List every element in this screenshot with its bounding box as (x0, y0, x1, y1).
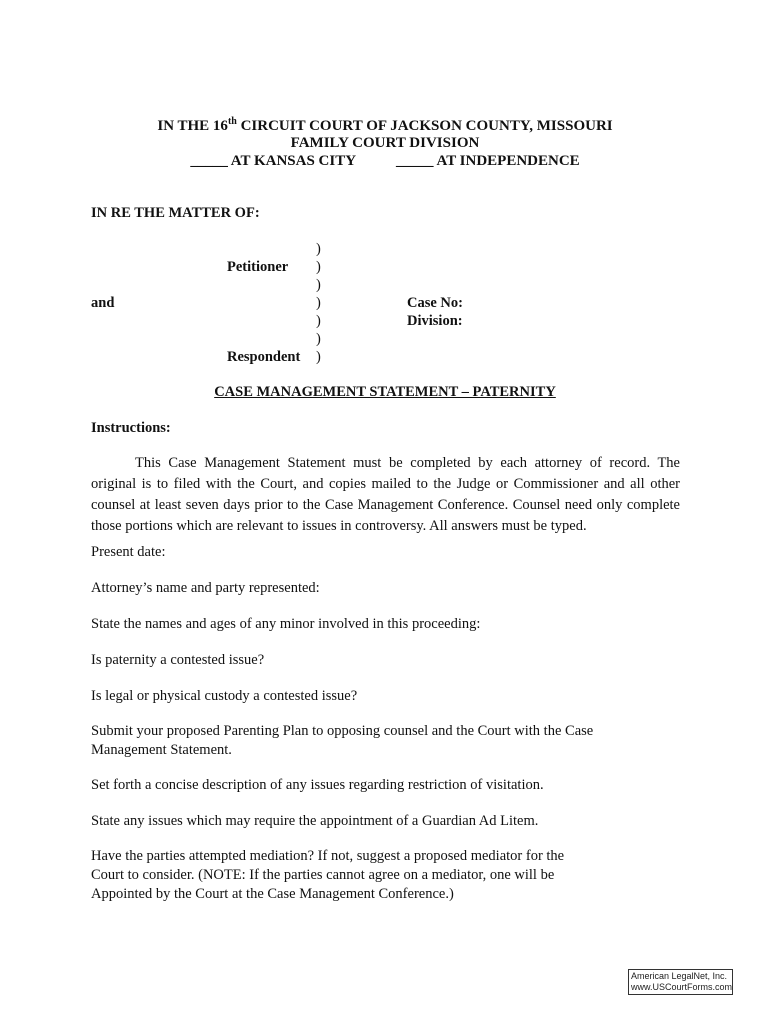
and-label: and (91, 295, 115, 311)
court-header: IN THE 16th CIRCUIT COURT OF JACKSON COUNTY, MISSOURI (157, 116, 613, 134)
question-paternity: Is paternity a contested issue? (91, 652, 265, 668)
division-header: FAMILY COURT DIVISION (290, 135, 480, 151)
question-visitation: Set forth a concise description of any issues regarding restriction of visitation. (91, 777, 544, 793)
document-title: CASE MANAGEMENT STATEMENT – PATERNITY (214, 384, 556, 400)
kansas-city-option: _____ AT KANSAS CITY (190, 153, 357, 169)
in-re-label: IN RE THE MATTER OF: (91, 205, 260, 221)
caption-paren: ) (316, 331, 321, 347)
instructions-heading: Instructions: (91, 420, 171, 436)
publisher-name: American LegalNet, Inc. (631, 971, 728, 981)
caption-paren: ) (316, 277, 321, 293)
question-mediation: Have the parties attempted mediation? If not, suggest a proposed mediator for the Court to consider. (NOTE: If the parties cannot agree on a mediator, one will be Appointed by the Court at the Case Management Conference.) (91, 848, 565, 902)
instructions-paragraph: This Case Management Statement must be completed by each attorney of record. The original is to filed with the Court, and copies mailed to the Judge or Commissioner and all other counsel at least seven days prior to the Case Management Conference. Counsel need only complete those portions which are relevant to issues in controversy. All answers must be typed. (91, 455, 680, 534)
case-no-label: Case No: (407, 295, 463, 311)
question-parenting-plan: Submit your proposed Parenting Plan to opposing counsel and the Court with the Case Management Statement. (91, 723, 594, 758)
question-present-date: Present date: (91, 544, 166, 560)
independence-option: _____ AT INDEPENDENCE (396, 153, 580, 169)
caption-paren: ) (316, 349, 321, 365)
question-custody: Is legal or physical custody a contested issue? (91, 688, 358, 704)
division-label: Division: (407, 313, 463, 329)
petitioner-label: Petitioner (227, 259, 289, 275)
caption-paren: ) (316, 259, 321, 275)
caption-paren: ) (316, 313, 321, 329)
location-line (0, 153, 770, 170)
question-guardian: State any issues which may require the appointment of a Guardian Ad Litem. (91, 813, 539, 829)
caption-paren: ) (316, 241, 321, 257)
question-attorney-name: Attorney’s name and party represented: (91, 580, 320, 596)
publisher-url: www.USCourtForms.com (631, 982, 733, 992)
caption-paren: ) (316, 295, 321, 311)
respondent-label: Respondent (227, 349, 301, 365)
publisher-stamp (628, 969, 733, 995)
question-minor-names: State the names and ages of any minor involved in this proceeding: (91, 616, 481, 632)
